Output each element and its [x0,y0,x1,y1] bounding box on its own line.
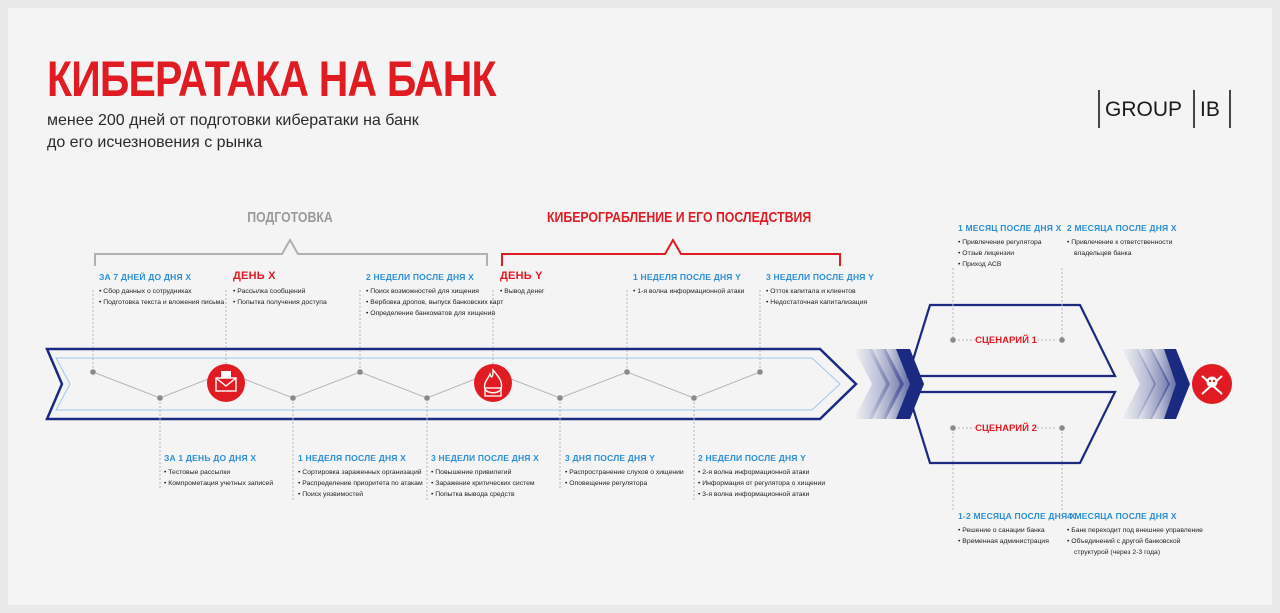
event-1-week-after-x [298,453,423,500]
event-1-week-after-y [633,272,744,297]
event-head: 1 НЕДЕЛЯ ПОСЛЕ ДНЯ Х [298,453,407,463]
event-head: 4 МЕСЯЦА ПОСЛЕ ДНЯ Х [1067,511,1177,521]
group-ib-logo [1097,88,1232,130]
event-item: • Объединений с другой банковской [1067,536,1203,547]
event-head: 3 ДНЯ ПОСЛЕ ДНЯ Y [565,453,656,463]
event-item: • Попытка вывода средств [431,489,539,500]
event-head: ДЕНЬ Y [500,270,543,282]
event-item: • Сортировка зараженных организаций [298,467,423,478]
event-day-x [233,270,327,308]
scenario-2-label: СЦЕНАРИЙ 2 [975,423,1037,434]
event-2-months-after-x [1067,223,1177,259]
event-item: • Поиск уязвимостей [298,489,423,500]
event-3-weeks-after-x [431,453,539,500]
event-item: • Решение о санации банка [958,525,1076,536]
preparation-brace [95,240,487,266]
event-item: • Оповещение регулятора [565,478,684,489]
chevrons-right [1122,349,1190,419]
event-head: 2 МЕСЯЦА ПОСЛЕ ДНЯ Х [1067,223,1177,233]
event-item: • Привлечение к ответственности [1067,237,1177,248]
event-3-weeks-after-y [766,272,874,308]
event-7-days-before-x [99,272,224,308]
event-head: 1 МЕСЯЦ ПОСЛЕ ДНЯ Х [958,223,1062,233]
page-subtitle [47,110,419,154]
timeline-dots [90,369,763,401]
event-item: • Рассылка сообщений [233,286,327,297]
event-day-y [500,270,544,297]
timeline-zigzag [93,372,760,398]
event-1-month-after-x [958,223,1061,270]
event-item: • Сбор данных о сотрудниках [99,286,224,297]
skull-crossbones-icon [1192,364,1232,404]
event-item: • 3-я волна информационной атаки [698,489,825,500]
event-head: 1-2 МЕСЯЦА ПОСЛЕ ДНЯ Х [958,511,1076,521]
event-item: • Вербовка дропов, выпуск банковских карт [366,297,503,308]
event-item: • Отзыв лицензии [958,248,1061,259]
event-4-months-after-x [1067,511,1203,558]
event-2-weeks-after-y [698,453,825,500]
timeline-inner-line [56,358,840,410]
event-1-2-months-after-x [958,511,1076,547]
scenario-1-label: СЦЕНАРИЙ 1 [975,335,1037,346]
event-item: • Тестовые рассылки [164,467,273,478]
page-title: КИБЕРАТАКА НА БАНК [47,51,496,107]
phase-preparation: ПОДГОТОВКА [247,209,333,226]
event-item: • Недостаточная капитализация [766,297,874,308]
logo-text-left: GROUP [1105,98,1183,121]
robbery-brace [502,240,840,266]
event-item: • Отток капитала и клиентов [766,286,874,297]
event-item: • Подготовка текста и вложения письма [99,297,224,308]
event-head: 3 НЕДЕЛИ ПОСЛЕ ДНЯ Y [766,272,875,282]
logo-text-right: IB [1200,98,1220,121]
event-item: • Приход АСВ [958,259,1061,270]
burning-money-icon [474,364,512,402]
event-item: • Поиск возможностей для хищения [366,286,503,297]
event-item: • 1-я волна информационной атаки [633,286,744,297]
event-item-continued: владельцев банка [1074,250,1132,257]
event-head: 2 НЕДЕЛИ ПОСЛЕ ДНЯ Х [366,272,475,282]
event-head: 2 НЕДЕЛИ ПОСЛЕ ДНЯ Y [698,453,807,463]
subtitle-line-2: до его исчезновения с рынка [47,134,263,151]
event-item: • Привлечение регулятора [958,237,1061,248]
event-item: • Вывод денег [500,286,544,297]
event-item-continued: структурой (через 2-3 года) [1074,549,1161,556]
event-3-days-after-y [565,453,684,489]
event-head: ЗА 7 ДНЕЙ ДО ДНЯ Х [99,272,192,282]
event-item: • Информация от регулятора о хищении [698,478,825,489]
event-item: • Компрометация учетных записей [164,478,273,489]
event-item: • Распределение приоритета по атакам [298,478,423,489]
subtitle-line-1: менее 200 дней от подготовки кибератаки на банк [47,112,419,129]
phase-robbery: КИБЕРОГРАБЛЕНИЕ И ЕГО ПОСЛЕДСТВИЯ [547,209,812,226]
phishing-mail-icon [207,364,245,402]
event-item: • Повышение привилегий [431,467,539,478]
event-item: • Заражение критических систем [431,478,539,489]
event-item: • Банк переходит под внешнее управление [1067,525,1203,536]
event-head: ДЕНЬ Х [233,270,276,282]
event-head: 3 НЕДЕЛИ ПОСЛЕ ДНЯ Х [431,453,540,463]
event-item: • Временная администрация [958,536,1076,547]
event-item: • Определение банкоматов для хищения [366,308,503,319]
scenario-dots [950,337,1065,431]
event-2-weeks-after-x [366,272,503,319]
timeline-arrow [47,349,856,419]
event-head: 1 НЕДЕЛЯ ПОСЛЕ ДНЯ Y [633,272,742,282]
event-item: • Распространение слухов о хищении [565,467,684,478]
event-1-day-before-x [164,453,273,489]
event-head: ЗА 1 ДЕНЬ ДО ДНЯ Х [164,453,257,463]
event-item: • Попытка получения доступа [233,297,327,308]
event-item: • 2-я волна информационной атаки [698,467,825,478]
